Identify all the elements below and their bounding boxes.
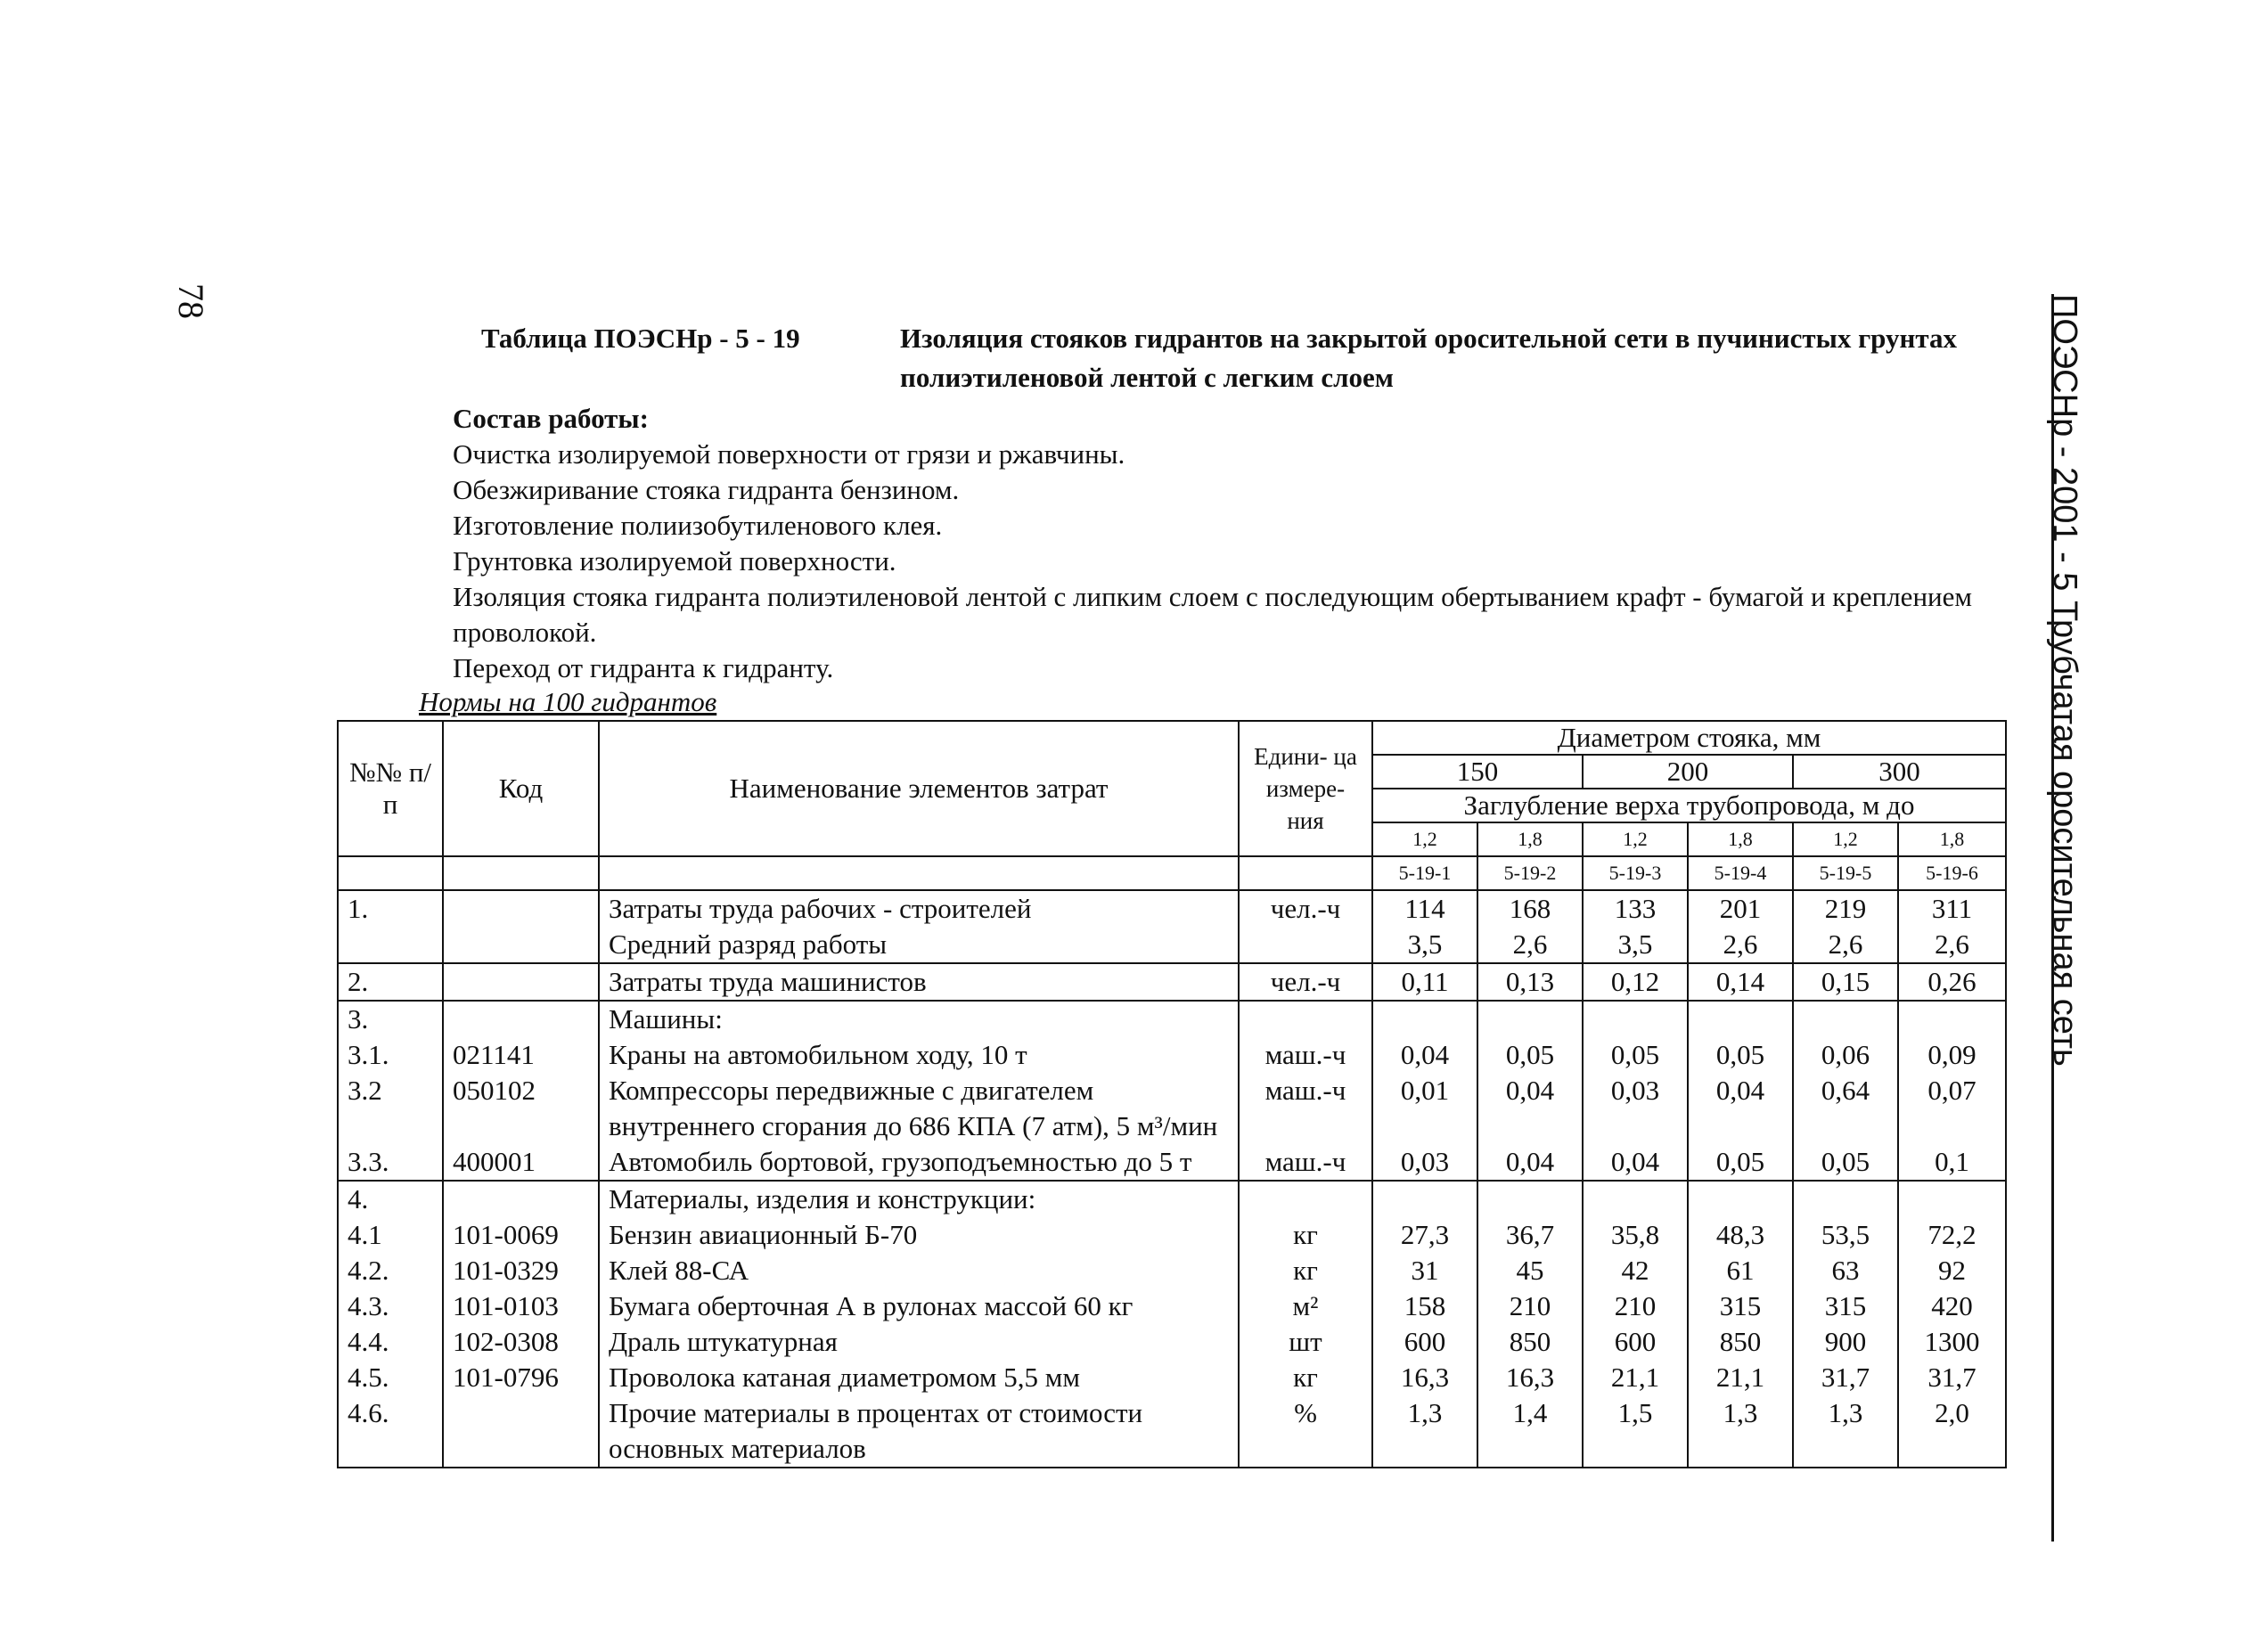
row-value: 1,3	[1372, 1395, 1477, 1468]
row-value: 0,09	[1898, 1037, 2006, 1073]
row-value: 2,6	[1477, 927, 1583, 963]
work-line: Переход от гидранта к гидранту.	[453, 652, 834, 683]
row-value: 2,6	[1688, 927, 1793, 963]
row-value: 2,6	[1793, 927, 1898, 963]
table-row	[338, 890, 2006, 927]
header-depth-value: 1,2	[1372, 822, 1477, 856]
row-value: 16,3	[1372, 1360, 1477, 1395]
row-number: 4.6.	[338, 1395, 443, 1468]
row-value: 42	[1583, 1253, 1688, 1288]
header-depth-value: 1,8	[1688, 822, 1793, 856]
work-line: Очистка изолируемой поверхности от грязи и ржавчины.	[453, 438, 1125, 470]
header-norm-code: 5-19-2	[1477, 856, 1583, 890]
row-code	[443, 890, 599, 927]
table-row	[338, 1073, 2006, 1144]
row-code	[443, 1181, 599, 1217]
row-value	[1793, 1181, 1898, 1217]
row-value: 0,01	[1372, 1073, 1477, 1144]
row-name: Бумага оберточная А в рулонах массой 60 кг	[599, 1288, 1239, 1324]
row-code: 101-0796	[443, 1360, 599, 1395]
row-value: 21,1	[1688, 1360, 1793, 1395]
header-depth-value: 1,2	[1583, 822, 1688, 856]
row-name: Бензин авиационный Б-70	[599, 1217, 1239, 1253]
row-unit: кг	[1239, 1360, 1372, 1395]
row-number: 4.3.	[338, 1288, 443, 1324]
row-name: Драль штукатурная	[599, 1324, 1239, 1360]
work-line: Грунтовка изолируемой поверхности.	[453, 545, 896, 577]
row-value	[1372, 1001, 1477, 1037]
row-name: Клей 88-СА	[599, 1253, 1239, 1288]
row-code	[443, 1001, 599, 1037]
header-diameter: Диаметром стояка, мм	[1372, 721, 2006, 755]
row-value: 0,04	[1477, 1144, 1583, 1181]
row-value: 31,7	[1793, 1360, 1898, 1395]
row-value: 2,6	[1898, 927, 2006, 963]
header-depth: Заглубление верха трубопровода, м до	[1372, 789, 2006, 822]
row-number: 3.1.	[338, 1037, 443, 1073]
row-value: 0,14	[1688, 963, 1793, 1001]
table-row	[338, 1395, 2006, 1468]
row-code: 101-0103	[443, 1288, 599, 1324]
work-composition	[453, 401, 2048, 686]
header-depth-value: 1,8	[1477, 822, 1583, 856]
row-value: 31	[1372, 1253, 1477, 1288]
header-spacer	[338, 856, 443, 890]
header-spacer	[1239, 856, 1372, 890]
row-value: 219	[1793, 890, 1898, 927]
row-value: 92	[1898, 1253, 2006, 1288]
row-value: 0,04	[1583, 1144, 1688, 1181]
header-depth-value: 1,2	[1793, 822, 1898, 856]
row-value: 133	[1583, 890, 1688, 927]
header-norm-code: 5-19-5	[1793, 856, 1898, 890]
row-unit: чел.-ч	[1239, 890, 1372, 927]
row-value: 0,05	[1688, 1144, 1793, 1181]
row-value: 315	[1688, 1288, 1793, 1324]
row-value: 21,1	[1583, 1360, 1688, 1395]
row-value	[1793, 1001, 1898, 1037]
table-row	[338, 1037, 2006, 1073]
row-value: 1,4	[1477, 1395, 1583, 1468]
row-name: Краны на автомобильном ходу, 10 т	[599, 1037, 1239, 1073]
table-row	[338, 1253, 2006, 1288]
row-number: 3.2	[338, 1073, 443, 1144]
row-code: 021141	[443, 1037, 599, 1073]
row-unit: %	[1239, 1395, 1372, 1468]
row-value: 31,7	[1898, 1360, 2006, 1395]
row-value: 0,05	[1688, 1037, 1793, 1073]
table-row	[338, 1144, 2006, 1181]
row-value: 3,5	[1372, 927, 1477, 963]
row-value: 0,03	[1583, 1073, 1688, 1144]
row-value: 35,8	[1583, 1217, 1688, 1253]
row-code	[443, 963, 599, 1001]
row-value	[1583, 1181, 1688, 1217]
side-header: ПОЭСНр - 2001 - 5 Трубчатая оросительная сеть	[2046, 294, 2083, 1067]
row-unit	[1239, 927, 1372, 963]
row-value	[1477, 1181, 1583, 1217]
row-value: 0,1	[1898, 1144, 2006, 1181]
row-value: 0,64	[1793, 1073, 1898, 1144]
row-number: 4.4.	[338, 1324, 443, 1360]
row-value: 0,05	[1477, 1037, 1583, 1073]
row-number: 4.5.	[338, 1360, 443, 1395]
row-value: 0,03	[1372, 1144, 1477, 1181]
row-value	[1583, 1001, 1688, 1037]
row-name: Затраты труда рабочих - строителей	[599, 890, 1239, 927]
norms-caption: Нормы на 100 гидрантов	[419, 686, 717, 717]
row-unit	[1239, 1001, 1372, 1037]
row-value: 48,3	[1688, 1217, 1793, 1253]
row-value: 61	[1688, 1253, 1793, 1288]
row-number: 2.	[338, 963, 443, 1001]
row-code: 101-0069	[443, 1217, 599, 1253]
row-value: 850	[1688, 1324, 1793, 1360]
header-norm-code: 5-19-4	[1688, 856, 1793, 890]
row-value	[1372, 1181, 1477, 1217]
row-name: Средний разряд работы	[599, 927, 1239, 963]
row-name: Затраты труда машинистов	[599, 963, 1239, 1001]
table-title-text: Изоляция стояков гидрантов на закрытой оросительной сети в пучинистых грунтах полиэтиленовой лентой с легким слоем	[900, 323, 1957, 393]
row-unit: кг	[1239, 1253, 1372, 1288]
work-line: Изоляция стояка гидранта полиэтиленовой лентой с липким слоем с последующим обертыванием крафт - бумагой и креплением проволокой.	[453, 581, 1972, 648]
row-value: 1,3	[1793, 1395, 1898, 1468]
work-line: Обезжиривание стояка гидранта бензином.	[453, 474, 960, 505]
row-name: Компрессоры передвижные с двигателем внутреннего сгорания до 686 КПА (7 атм), 5 м³/мин	[599, 1073, 1239, 1144]
row-unit: маш.-ч	[1239, 1037, 1372, 1073]
norm-table	[337, 720, 2007, 1468]
row-number: 3.3.	[338, 1144, 443, 1181]
header-norm-code: 5-19-3	[1583, 856, 1688, 890]
row-value: 0,15	[1793, 963, 1898, 1001]
row-value: 0,07	[1898, 1073, 2006, 1144]
row-value: 0,12	[1583, 963, 1688, 1001]
row-value: 0,06	[1793, 1037, 1898, 1073]
table-row	[338, 1001, 2006, 1037]
row-code: 400001	[443, 1144, 599, 1181]
row-code: 101-0329	[443, 1253, 599, 1288]
row-value: 53,5	[1793, 1217, 1898, 1253]
row-unit: кг	[1239, 1217, 1372, 1253]
row-value	[1477, 1001, 1583, 1037]
row-value: 27,3	[1372, 1217, 1477, 1253]
row-name: Материалы, изделия и конструкции:	[599, 1181, 1239, 1217]
row-value: 114	[1372, 890, 1477, 927]
row-value: 201	[1688, 890, 1793, 927]
table-title-prefix: Таблица ПОЭСНр - 5 - 19	[481, 323, 800, 354]
row-value: 315	[1793, 1288, 1898, 1324]
row-unit: шт	[1239, 1324, 1372, 1360]
header-diameter-150: 150	[1372, 755, 1583, 789]
row-value	[1688, 1181, 1793, 1217]
row-value: 0,05	[1793, 1144, 1898, 1181]
row-code: 050102	[443, 1073, 599, 1144]
header-num: №№ п/п	[338, 721, 443, 856]
row-value: 311	[1898, 890, 2006, 927]
row-value	[1898, 1181, 2006, 1217]
row-name: Машины:	[599, 1001, 1239, 1037]
row-value: 158	[1372, 1288, 1477, 1324]
row-value: 900	[1793, 1324, 1898, 1360]
row-value: 210	[1477, 1288, 1583, 1324]
row-code: 102-0308	[443, 1324, 599, 1360]
work-line: Изготовление полиизобутиленового клея.	[453, 510, 943, 541]
header-norm-code: 5-19-6	[1898, 856, 2006, 890]
row-value: 600	[1583, 1324, 1688, 1360]
row-name: Автомобиль бортовой, грузоподъемностью до 5 т	[599, 1144, 1239, 1181]
table-row	[338, 1181, 2006, 1217]
row-name: Проволока катаная диаметромом 5,5 мм	[599, 1360, 1239, 1395]
row-name: Прочие материалы в процентах от стоимости основных материалов	[599, 1395, 1239, 1468]
header-code: Код	[443, 721, 599, 856]
row-unit: маш.-ч	[1239, 1073, 1372, 1144]
row-value: 0,11	[1372, 963, 1477, 1001]
row-number: 3.	[338, 1001, 443, 1037]
row-unit	[1239, 1181, 1372, 1217]
table-row	[338, 1324, 2006, 1360]
row-value: 168	[1477, 890, 1583, 927]
row-number	[338, 927, 443, 963]
row-value: 0,26	[1898, 963, 2006, 1001]
header-spacer	[443, 856, 599, 890]
table-row	[338, 927, 2006, 963]
row-code	[443, 1395, 599, 1468]
row-unit: маш.-ч	[1239, 1144, 1372, 1181]
row-value: 1300	[1898, 1324, 2006, 1360]
row-value: 3,5	[1583, 927, 1688, 963]
row-code	[443, 927, 599, 963]
table-row	[338, 1288, 2006, 1324]
header-spacer	[599, 856, 1239, 890]
row-value: 2,0	[1898, 1395, 2006, 1468]
row-value: 0,04	[1688, 1073, 1793, 1144]
row-value: 45	[1477, 1253, 1583, 1288]
row-value: 210	[1583, 1288, 1688, 1324]
row-value: 600	[1372, 1324, 1477, 1360]
row-value: 36,7	[1477, 1217, 1583, 1253]
header-diameter-200: 200	[1583, 755, 1793, 789]
row-number: 1.	[338, 890, 443, 927]
row-value	[1898, 1001, 2006, 1037]
row-value: 63	[1793, 1253, 1898, 1288]
row-value: 72,2	[1898, 1217, 2006, 1253]
header-unit: Едини- ца измере- ния	[1239, 721, 1372, 856]
row-value: 0,13	[1477, 963, 1583, 1001]
row-value: 850	[1477, 1324, 1583, 1360]
row-number: 4.	[338, 1181, 443, 1217]
row-number: 4.2.	[338, 1253, 443, 1288]
work-heading: Состав работы:	[453, 403, 649, 434]
header-depth-value: 1,8	[1898, 822, 2006, 856]
row-unit: м²	[1239, 1288, 1372, 1324]
row-value: 0,04	[1372, 1037, 1477, 1073]
page-number: 78	[171, 283, 211, 319]
table-row	[338, 1217, 2006, 1253]
table-row	[338, 963, 2006, 1001]
row-value: 1,3	[1688, 1395, 1793, 1468]
row-unit: чел.-ч	[1239, 963, 1372, 1001]
header-norm-code: 5-19-1	[1372, 856, 1477, 890]
row-value: 1,5	[1583, 1395, 1688, 1468]
row-value: 0,05	[1583, 1037, 1688, 1073]
header-diameter-300: 300	[1793, 755, 2006, 789]
row-number: 4.1	[338, 1217, 443, 1253]
header-name: Наименование элементов затрат	[599, 721, 1239, 856]
row-value: 16,3	[1477, 1360, 1583, 1395]
row-value: 0,04	[1477, 1073, 1583, 1144]
table-row	[338, 1360, 2006, 1395]
row-value	[1688, 1001, 1793, 1037]
row-value: 420	[1898, 1288, 2006, 1324]
